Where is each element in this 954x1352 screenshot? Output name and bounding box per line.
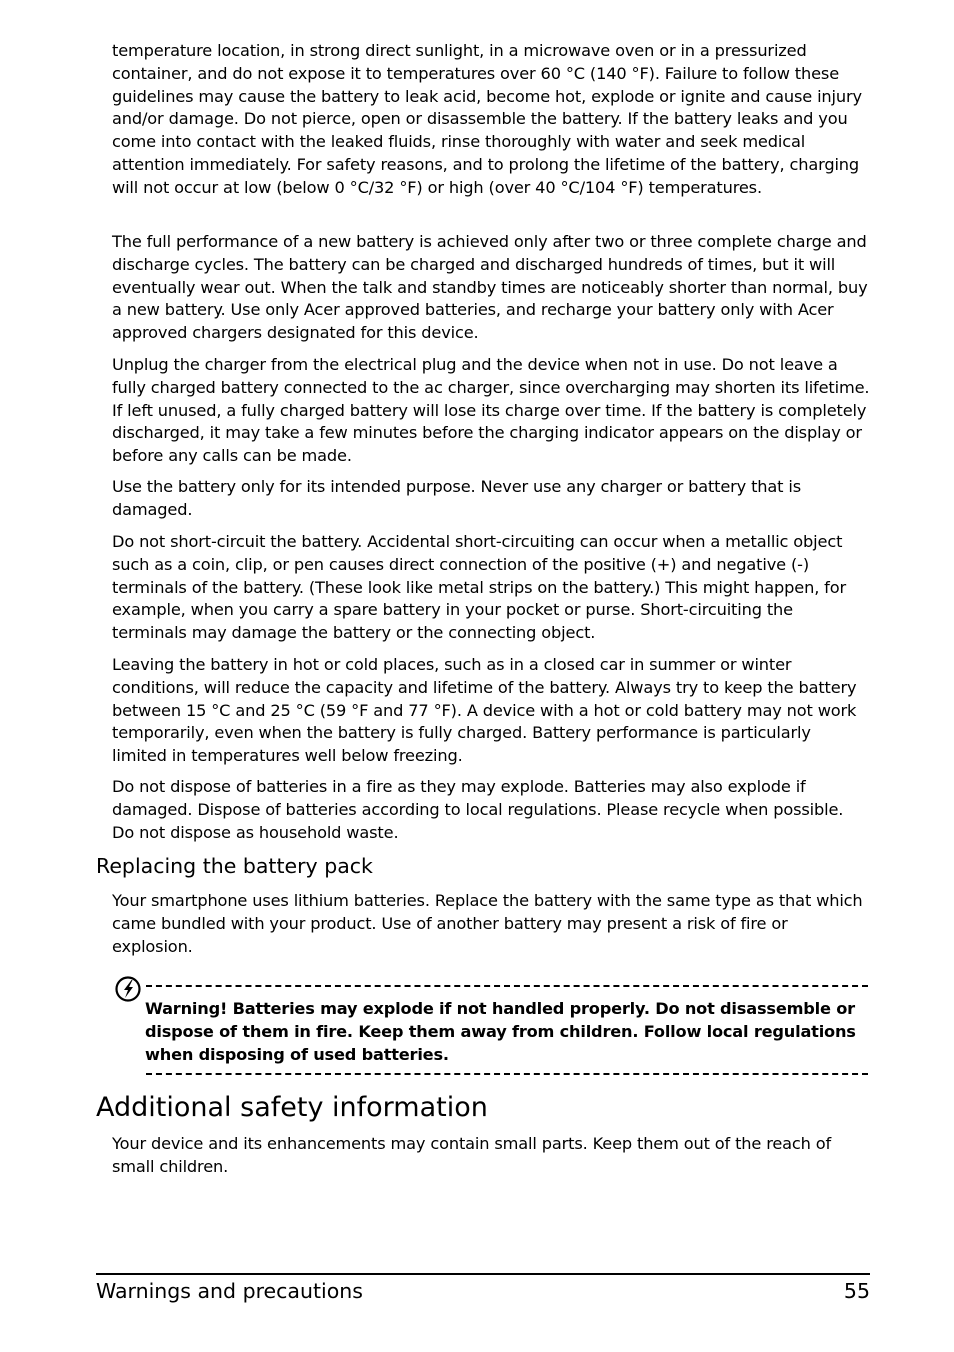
footer-rule <box>96 1273 870 1275</box>
footer-page-number: 55 <box>843 1279 870 1303</box>
paragraph-small-parts: Your device and its enhancements may contain small parts. Keep them out of the reach of small children. <box>112 1134 832 1176</box>
paragraph-dispose-batteries: Do not dispose of batteries in a fire as they may explode. Batteries may also explode if damaged. Dispose of batteries according to local regulations. Please recycle when possible. Do not dispose as household waste. <box>112 777 844 842</box>
paragraph-hot-cold-places: Leaving the battery in hot or cold places, such as in a closed car in summer or winter conditions, will reduce the capacity and lifetime of the battery. Always try to keep the battery between 15 °C and 25 °C (59 °F and 77 °F). A device with a hot or cold battery may not work temporarily, even when the battery is fully charged. Battery performance is particularly limited in temperatures well below freezing. <box>112 655 857 766</box>
section-title-additional-safety: Additional safety information <box>96 1092 488 1123</box>
footer-section-name: Warnings and precautions <box>96 1279 363 1303</box>
warning-bolt-icon <box>114 974 144 1004</box>
paragraph-intended-purpose: Use the battery only for its intended purpose. Never use any charger or battery that is damaged. <box>112 477 801 519</box>
paragraph-short-circuit: Do not short-circuit the battery. Accidental short-circuiting can occur when a metallic object such as a coin, clip, or pen causes direct connection of the positive (+) and negative (-) terminals of the battery. (These look like metal strips on the battery.) This might happen, for example, when you carry a spare battery in your pocket or purse. Short-circuiting the terminals may damage the battery or the connecting object. <box>112 532 846 643</box>
warning-top-divider <box>146 985 868 987</box>
subheading-replacing-battery: Replacing the battery pack <box>96 854 373 878</box>
warning-bottom-divider <box>146 1073 868 1075</box>
paragraph-battery-performance: The full performance of a new battery is achieved only after two or three complete charge and discharge cycles. The battery can be charged and discharged hundreds of times, but it will eventually wear out. When the talk and standby times are noticeably shorter than normal, buy a new battery. Use only Acer approved batteries, and recharge your battery only with Acer approved chargers designated for this device. <box>112 232 868 343</box>
paragraph-battery-temperature: temperature location, in strong direct sunlight, in a microwave oven or in a pressurized container, and do not expose it to temperatures over 60 °C (140 °F). Failure to follow these guidelines may cause the battery to leak acid, become hot, explode or ignite and cause injury and/or damage. Do not pierce, open or disassemble the battery. If the battery leaks and you come into contact with the leaked fluids, rinse thoroughly with water and seek medical attention immediately. For safety reasons, and to prolong the lifetime of the battery, charging will not occur at low (below 0 °C/32 °F) or high (over 40 °C/104 °F) temperatures. <box>112 41 862 197</box>
paragraph-replacing-battery: Your smartphone uses lithium batteries. Replace the battery with the same type as that which came bundled with your product. Use of another battery may present a risk of fire or explosion. <box>112 891 863 956</box>
paragraph-unplug-charger: Unplug the charger from the electrical plug and the device when not in use. Do not leave a fully charged battery connected to the ac charger, since overcharging may shorten its lifetime. If left unused, a fully charged battery will lose its charge over time. If the battery is completely discharged, it may take a few minutes before the charging indicator appears on the display or before any calls can be made. <box>112 355 870 466</box>
warning-note-text: Warning! Batteries may explode if not handled properly. Do not disassemble or dispose of them in fire. Keep them away from children. Follow local regulations when disposing of used batteries. <box>145 999 856 1064</box>
